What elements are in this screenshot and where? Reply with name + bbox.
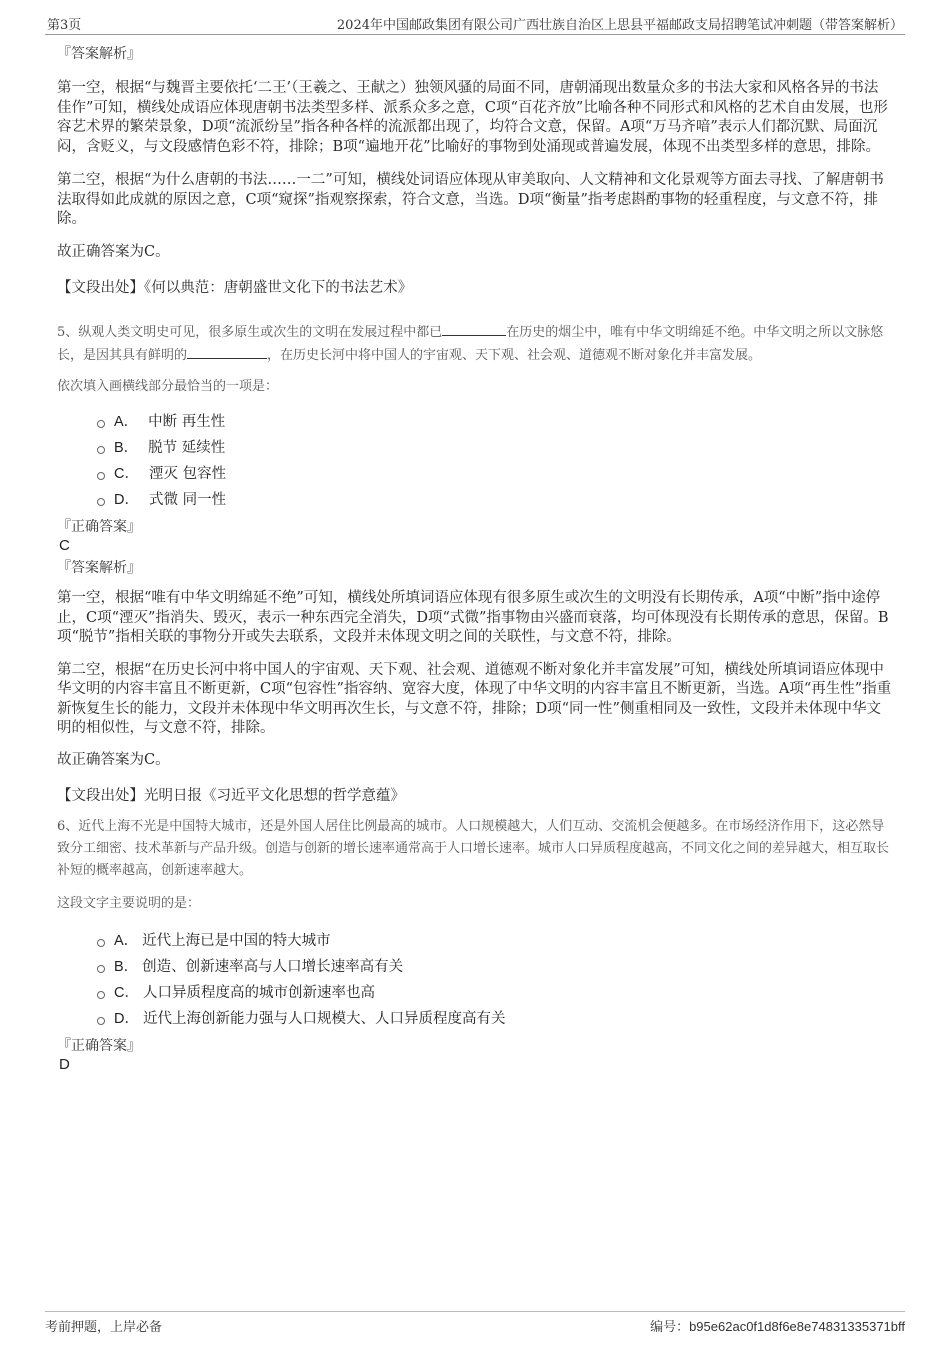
radio-icon[interactable]	[97, 446, 105, 454]
analysis-label: 『答案解析』	[57, 560, 141, 576]
correct-answer: D	[59, 1056, 70, 1073]
main-content	[57, 44, 892, 1074]
correct-answer-label: 『正确答案』	[57, 1038, 141, 1054]
correct-answer-label: 『正确答案』	[57, 519, 141, 535]
option-b[interactable]: B． 脱节 延续性	[97, 435, 892, 461]
question-prompt: 这段文字主要说明的是：	[57, 896, 201, 911]
page-footer	[45, 1311, 905, 1342]
question-stem: 5、纵观人类文明史可见，很多原生或次生的文明在发展过程中都已 在历史的烟尘中，唯有中华文明绵延不绝。中华文明之所以文脉悠长，是因其具有鲜明的 ，在历史长河中将中国人的宇宙观、天下观、社会观、道德观不断对象化并丰富发展。	[57, 321, 892, 367]
document-title: 2024年中国邮政集团有限公司广西壮族自治区上思县平福邮政支局招聘笔试冲刺题（带答案解析）	[336, 18, 903, 33]
option-d[interactable]: D． 式微 同一性	[97, 487, 892, 513]
answer-conclusion: 故正确答案为C。	[57, 751, 170, 768]
radio-icon[interactable]	[97, 498, 105, 506]
radio-icon[interactable]	[97, 939, 105, 947]
question-stem: 6、近代上海不光是中国特大城市，还是外国人居住比例最高的城市。人口规模越大，人们互动、交流机会便越多。在市场经济作用下，这必然导致分工细密、技术革新与产品升级。创造与创新的增长速率通常高于人口增长速率。城市人口异质程度越高，不同文化之间的差异越大，相互取长补短的概率越高，创新速率越大。	[57, 819, 890, 878]
analysis-label: 『答案解析』	[57, 46, 141, 62]
document-code: 编号：b95e62ac0f1d8f6e8e74831335371bff	[650, 1319, 905, 1335]
radio-icon[interactable]	[97, 1017, 105, 1025]
question-prompt: 依次填入画横线部分最恰当的一项是：	[57, 379, 279, 394]
option-b[interactable]: B． 创造、创新速率高与人口增长速率高有关	[97, 954, 892, 980]
question-6	[57, 816, 892, 1074]
analysis-paragraph: 第二空，根据“为什么唐朝的书法……一二”可知，横线处词语应体现从审美取向、人文精神和文化景观等方面去寻找、了解唐朝书法取得如此成就的原因之意，C项“窥探”指观察探索，符合文意，当选。D项“衡量”指考虑斟酌事物的轻重程度，与文意不符，排除。	[57, 172, 884, 227]
fill-blank	[442, 321, 506, 336]
fill-blank	[187, 344, 267, 359]
option-a[interactable]: A． 中断 再生性	[97, 409, 892, 435]
option-list	[97, 409, 892, 513]
option-list	[97, 928, 892, 1032]
option-c[interactable]: C． 湮灭 包容性	[97, 461, 892, 487]
question-5	[57, 321, 892, 806]
radio-icon[interactable]	[97, 472, 105, 480]
footer-slogan: 考前押题，上岸必备	[45, 1320, 163, 1335]
q4-analysis-block	[57, 44, 892, 298]
option-c[interactable]: C． 人口异质程度高的城市创新速率也高	[97, 980, 892, 1006]
radio-icon[interactable]	[97, 965, 105, 973]
answer-conclusion: 故正确答案为C。	[57, 243, 170, 260]
analysis-paragraph: 第一空，根据“与魏晋主要依托‘二王’（王羲之、王献之）独领风骚的局面不同，唐朝涌现出数量众多的书法大家和风格各异的书法佳作”可知，横线处成语应体现唐朝书法类型多样、派系众多之意，C项“百花齐放”比喻各种不同形式和风格的艺术自由发展，也形容艺术界的繁荣景象，D项“流派纷呈”指各种各样的流派都出现了，均符合文意，保留。A项“万马齐喑”表示人们都沉默、局面沉闷，含贬义，与文段感情色彩不符，排除；B项“遍地开花”比喻好的事物到处涌现或普遍发展，体现不出类型多样的意思，排除。	[57, 80, 888, 155]
option-a[interactable]: A． 近代上海已是中国的特大城市	[97, 928, 892, 954]
option-d[interactable]: D． 近代上海创新能力强与人口规模大、人口异质程度高有关	[97, 1006, 892, 1032]
correct-answer: C	[59, 537, 70, 554]
page-number: 第3页	[47, 18, 82, 33]
radio-icon[interactable]	[97, 420, 105, 428]
radio-icon[interactable]	[97, 991, 105, 999]
analysis-paragraph: 第二空，根据“在历史长河中将中国人的宇宙观、天下观、社会观、道德观不断对象化并丰富发展”可知，横线处所填词语应体现中华文明的内容丰富且不断更新，C项“包容性”指容纳、宽容大度，体现了中华文明的内容丰富且不断更新，当选。A项“再生性”指重新恢复生长的能力，文段并未体现中华文明再次生长，与文意不符，排除；D项“同一性”侧重相同及一致性，文段并未体现中华文明的相似性，与文意不符，排除。	[57, 661, 892, 736]
page-header	[45, 12, 905, 35]
source-citation: 【文段出处】《何以典范：唐朝盛世文化下的书法艺术》	[57, 280, 413, 296]
analysis-paragraph: 第一空，根据“唯有中华文明绵延不绝”可知，横线处所填词语应体现有很多原生或次生的文明没有长期传承，A项“中断”指中途停止，C项“湮灭”指消失、毁灭，表示一种东西完全消失，D项“式微”指事物由兴盛而衰落，均可体现没有长期传承的意思，保留。B项“脱节”指相关联的事物分开或失去联系，文段并未体现文明之间的关联性，与文意不符，排除。	[57, 590, 889, 645]
source-citation: 【文段出处】光明日报《习近平文化思想的哲学意蕴》	[57, 788, 405, 804]
